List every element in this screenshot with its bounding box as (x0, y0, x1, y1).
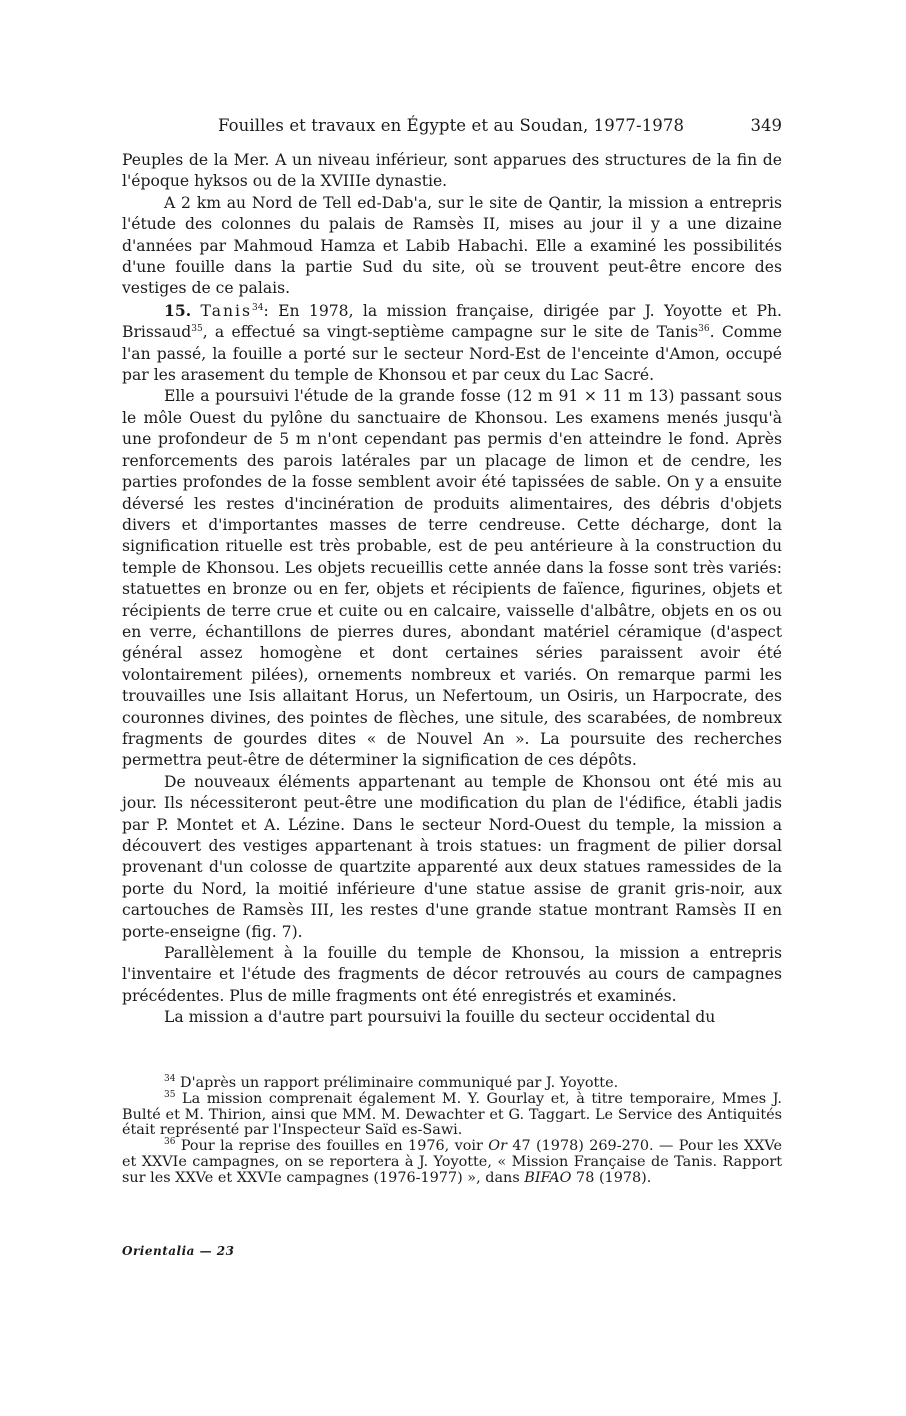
footnote-ref[interactable]: 36 (698, 324, 710, 335)
journal-abbrev: BIFAO (524, 1169, 572, 1186)
footnote-number: 35 (164, 1090, 176, 1100)
footnotes (122, 1076, 782, 1187)
running-title: Fouilles et travaux en Égypte et au Soudan, 1977-1978 (218, 116, 685, 135)
signature-mark: Orientalia — 23 (122, 1244, 235, 1258)
footnote-text: 47 (1978) 269-270. — Pour les XXVe et XXVIe campagnes, on se reportera à J. Yoyotte, « Mission Française de Tanis. Rapport sur les XXVe et XXVIe campagnes (1976-1977) », dans (122, 1138, 783, 1186)
footnote-ref[interactable]: 34 (252, 302, 264, 313)
text-run: . Comme l'an passé, la fouille a porté sur le secteur Nord-Est de l'enceinte d'Amon, occupé par les arasement du temple de Khonsou et par ceux du Lac Sacré. (122, 323, 782, 385)
footnote-number: 34 (164, 1074, 176, 1085)
section-title: Tanis (200, 301, 253, 320)
footnote-text: Pour la reprise des fouilles en 1976, voir (175, 1138, 489, 1155)
section-number: 15. (164, 300, 192, 320)
text-run: : En 1978, la mission française, dirigée par J. Yoyotte et Ph. Brissaud (122, 301, 782, 342)
footnote-36 (122, 1139, 782, 1186)
paragraph: Parallèlement à la fouille du temple de Khonsou, la mission a entrepris l'inventaire et l'étude des fragments de décor retrouvés au cours de campagnes précédentes. Plus de mille fragments ont été enregistrés et examinés. (122, 944, 782, 1005)
paragraph: Peuples de la Mer. A un niveau inférieur, sont apparues des structures de la fin de l'époque hyksos ou de la XVIIIe dynastie. (122, 151, 782, 191)
footnote-ref[interactable]: 35 (191, 324, 203, 335)
paragraph: De nouveaux éléments appartenant au temple de Khonsou ont été mis au jour. Ils nécessiteront peut-être une modification du plan de l'édifice, établi jadis par P. Montet et A. Lézine. Dans le secteur Nord-Ouest du temple, la mission a découvert des vestiges appartenant à trois statues: un fragment de pilier dorsal provenant d'un colosse de quartzite apparenté aux deux statues ramessides de la porte du Nord, la moitié inférieure d'une statue assise de granit gris-noir, aux cartouches de Ramsès III, les restes d'une grande statue montrant Ramsès II en porte-enseigne (fig. 7). (122, 772, 782, 941)
footnote-text: 78 (1978). (571, 1169, 652, 1186)
paragraph: A 2 km au Nord de Tell ed-Dab'a, sur le site de Qantir, la mission a entrepris l'étude des colonnes du palais de Ramsès II, mises au jour il y a une dizaine d'années par Mahmoud Hamza et Labib Habachi. Elle a examiné les possibilités d'une fouille dans la partie Sud du site, où se trouvent peut-être encore des vestiges de ce palais. (122, 193, 782, 298)
footnote-text: La mission comprenait également M. Y. Gourlay et, à titre temporaire, Mmes J. Bulté et M. Thirion, ainsi que MM. M. Dewachter et G. Taggart. Le Service des Antiquités était représenté par l'Inspecteur Saïd es-Sawi. (122, 1090, 782, 1139)
footnote-text: D'après un rapport préliminaire communiqué par J. Yoyotte. (175, 1075, 619, 1091)
main-text (122, 150, 782, 1029)
section-paragraph-tanis (122, 300, 782, 387)
running-header (122, 116, 782, 138)
footnote-34 (122, 1076, 782, 1092)
text-run: , a effectué sa vingt-septième campagne sur le site de Tanis (202, 323, 699, 342)
footnote-number: 36 (164, 1137, 176, 1148)
paragraph: Elle a poursuivi l'étude de la grande fosse (12 m 91 × 11 m 13) passant sous le môle Ouest du pylône du sanctuaire de Khonsou. Les examens menés jusqu'à une profondeur de 5 m n'ont cependant pas permis d'en atteindre le fond. Après renforcements des parois latérales par un placage de limon et de cendre, les parties profondes de la fosse semblent avoir été tapissées de sable. On y a ensuite déversé les restes d'incinération de produits alimentaires, des débris d'objets divers et d'importantes masses de terre cendreuse. Cette décharge, dont la signification rituelle est très probable, est de peu antérieure à la construction du temple de Khonsou. Les objets recueillis cette année dans la fosse sont très variés: statuettes en bronze ou en fer, objets et récipients de faïence, figurines, objets et récipients de terre crue et cuite ou en calcaire, vaisselle d'albâtre, objets en os ou en verre, échantillons de pierres dures, abondant matériel céramique (d'aspect général assez homogène et dont certaines séries paraissent avoir été volontairement pilées), ornements nombreux et variés. On remarque parmi les trouvailles une Isis allaitant Horus, un Nefertoum, un Osiris, un Harpocrate, des couronnes divines, des pointes de flèches, une situle, des scarabées, de nombreux fragments de gourdes dites « de Nouvel An ». La poursuite des recherches permettra peut-être de déterminer la signification de ces dépôts. (122, 387, 782, 770)
journal-abbrev: Or (488, 1138, 507, 1155)
paragraph: La mission a d'autre part poursuivi la fouille du secteur occidental du (164, 1008, 716, 1027)
page-number: 349 (750, 116, 782, 135)
footnote-35 (122, 1092, 782, 1139)
